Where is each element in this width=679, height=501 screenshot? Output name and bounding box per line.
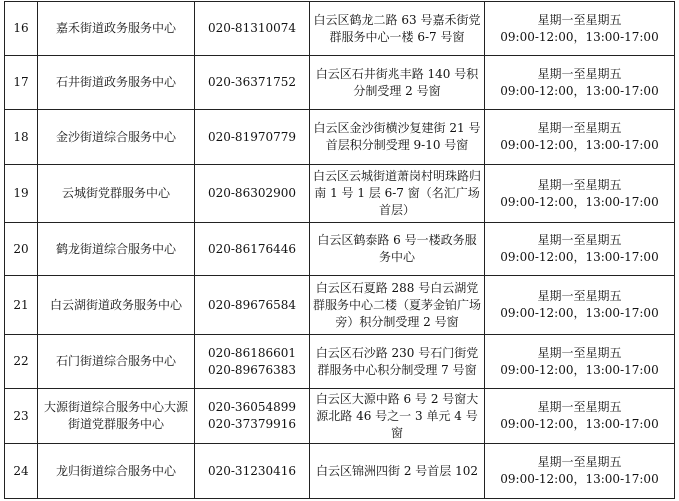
phone-number: 020-36054899: [207, 400, 297, 414]
address: 白云区云城街道萧岗村明珠路归南 1 号 1 层 6-7 窗（名汇广场首层）: [310, 165, 485, 223]
phone-cell: [195, 223, 310, 276]
row-number: 18: [5, 110, 38, 165]
phone-cell: [195, 444, 310, 499]
office-time: 09:00-12:00，13:00-17:00: [500, 138, 659, 152]
phone-cell: [195, 389, 310, 444]
office-hours: [485, 2, 675, 56]
office-days: 星期一至星期五: [537, 12, 622, 27]
office-days: 星期一至星期五: [537, 233, 622, 247]
table-body: [5, 2, 675, 499]
phone-cell: [195, 110, 310, 165]
office-days: 星期一至星期五: [537, 345, 622, 360]
phone-cell: [195, 56, 310, 110]
office-time: 09:00-12:00，13:00-17:00: [500, 417, 659, 431]
phone-cell: [195, 2, 310, 56]
office-hours: [485, 389, 675, 444]
phone-number: 020-86176446: [207, 241, 297, 256]
phone-cell: [195, 165, 310, 223]
office-hours: [485, 110, 675, 165]
center-name: 云城街党群服务中心: [38, 165, 195, 223]
phone-number: 020-81970779: [207, 129, 297, 144]
phone-number: 020-81310074: [207, 21, 297, 35]
address: 白云区石沙路 230 号石门街党群服务中心积分制受理 7 号窗: [310, 335, 485, 389]
row-number: 19: [5, 165, 38, 223]
center-name: 石门街道综合服务中心: [38, 335, 195, 389]
phone-number: 020-89676383: [207, 362, 297, 377]
address: 白云区鹤龙二路 63 号嘉禾街党群服务中心一楼 6-7 号窗: [310, 2, 485, 56]
office-time: 09:00-12:00，13:00-17:00: [500, 250, 659, 264]
table-row: [5, 389, 675, 444]
office-time: 09:00-12:00，13:00-17:00: [500, 83, 659, 98]
office-time: 09:00-12:00，13:00-17:00: [500, 194, 659, 209]
table-row: [5, 223, 675, 276]
office-hours: [485, 276, 675, 335]
phone-number: 020-86186601: [207, 345, 297, 360]
office-hours: [485, 444, 675, 499]
office-hours: [485, 223, 675, 276]
center-name: 鹤龙街道综合服务中心: [38, 223, 195, 276]
office-days: 星期一至星期五: [537, 121, 622, 135]
address: 白云区石夏路 288 号白云湖党群服务中心二楼（夏茅金铂广场旁）积分制受理 2 号窗: [310, 276, 485, 335]
row-number: 23: [5, 389, 38, 444]
office-days: 星期一至星期五: [537, 177, 622, 192]
service-center-table: [4, 1, 675, 499]
center-name: 大源街道综合服务中心大源街道党群服务中心: [38, 389, 195, 444]
row-number: 24: [5, 444, 38, 499]
phone-number: 020-36371752: [207, 75, 297, 89]
phone-cell: [195, 276, 310, 335]
table-row: [5, 276, 675, 335]
row-number: 16: [5, 2, 38, 56]
table-row: [5, 444, 675, 499]
phone-number: 020-37379916: [207, 417, 297, 431]
table-row: [5, 2, 675, 56]
office-time: 09:00-12:00，13:00-17:00: [500, 306, 659, 320]
center-name: 金沙街道综合服务中心: [38, 110, 195, 165]
office-time: 09:00-12:00，13:00-17:00: [500, 472, 659, 486]
office-hours: [485, 335, 675, 389]
center-name: 嘉禾街道政务服务中心: [38, 2, 195, 56]
office-hours: [485, 56, 675, 110]
center-name: 白云湖街道政务服务中心: [38, 276, 195, 335]
address: 白云区石井街兆丰路 140 号积分制受理 2 号窗: [310, 56, 485, 110]
phone-number: 020-86302900: [207, 186, 297, 200]
address: 白云区金沙街横沙复建街 21 号首层积分制受理 9-10 号窗: [310, 110, 485, 165]
table-row: [5, 165, 675, 223]
table-row: [5, 335, 675, 389]
table-row: [5, 56, 675, 110]
office-hours: [485, 165, 675, 223]
row-number: 20: [5, 223, 38, 276]
center-name: 龙归街道综合服务中心: [38, 444, 195, 499]
phone-number: 020-31230416: [207, 463, 297, 478]
address: 白云区鹤泰路 6 号一楼政务服务中心: [310, 223, 485, 276]
office-days: 星期一至星期五: [537, 289, 622, 303]
office-time: 09:00-12:00，13:00-17:00: [500, 362, 659, 377]
office-days: 星期一至星期五: [537, 455, 622, 469]
office-time: 09:00-12:00，13:00-17:00: [500, 29, 659, 44]
office-days: 星期一至星期五: [537, 66, 622, 81]
table-row: [5, 110, 675, 165]
address: 白云区大源中路 6 号 2 号窗大源北路 46 号之一 3 单元 4 号窗: [310, 389, 485, 444]
address: 白云区锦洲四街 2 号首层 102: [310, 444, 485, 499]
center-name: 石井街道政务服务中心: [38, 56, 195, 110]
phone-cell: [195, 335, 310, 389]
row-number: 21: [5, 276, 38, 335]
row-number: 17: [5, 56, 38, 110]
phone-number: 020-89676584: [207, 297, 297, 312]
office-days: 星期一至星期五: [537, 400, 622, 414]
row-number: 22: [5, 335, 38, 389]
